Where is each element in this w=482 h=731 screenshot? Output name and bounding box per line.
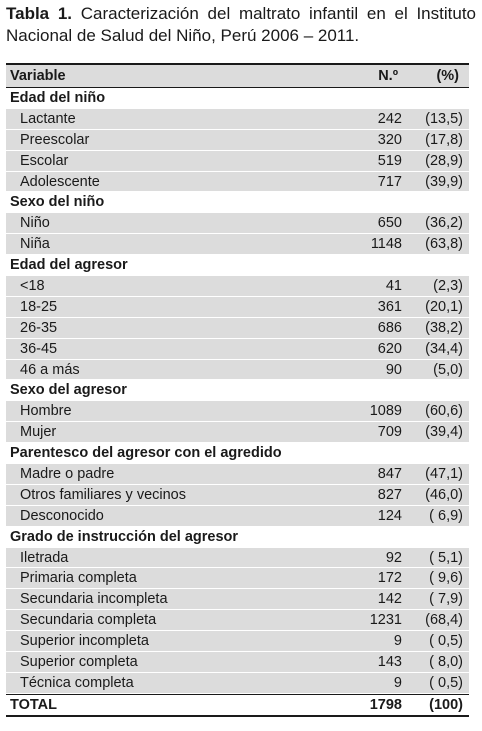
table-row xyxy=(6,652,469,673)
table-caption-text: Caracterización del maltrato infantil en el Instituto Nacional de Salud del Niño, Perú 2006 – 2011. xyxy=(6,4,476,45)
row-pct: (2,3) xyxy=(433,277,463,294)
row-n: 90 xyxy=(385,361,402,378)
row-label: Adolescente xyxy=(20,173,100,190)
column-header-pct: (%) xyxy=(436,68,459,84)
section-title: Sexo del agresor xyxy=(10,382,127,399)
row-pct: ( 0,5) xyxy=(429,633,463,650)
data-table xyxy=(6,63,469,717)
row-label: 26-35 xyxy=(20,319,58,336)
row-n: 92 xyxy=(385,549,402,566)
row-n: 9 xyxy=(393,633,402,650)
section-header-row xyxy=(6,527,469,548)
table-row xyxy=(6,548,469,569)
section-title: Grado de instrucción del agresor xyxy=(10,528,239,545)
row-pct: (46,0) xyxy=(425,486,463,503)
row-label: Preescolar xyxy=(20,131,90,148)
table-row xyxy=(6,151,469,172)
section-title: Parentesco del agresor con el agredido xyxy=(10,445,282,462)
table-caption-label: Tabla 1. xyxy=(6,4,73,23)
row-pct: (20,1) xyxy=(425,298,463,315)
row-n: 827 xyxy=(377,486,402,503)
row-n: 361 xyxy=(377,298,402,315)
row-label: Secundaria completa xyxy=(20,612,157,629)
total-label: TOTAL xyxy=(10,696,57,713)
row-label: Madre o padre xyxy=(20,465,115,482)
row-label: Otros familiares y vecinos xyxy=(20,486,186,503)
table-row xyxy=(6,422,469,443)
row-label: Primaria completa xyxy=(20,570,137,587)
section-header-row xyxy=(6,88,469,109)
row-n: 124 xyxy=(377,507,402,524)
row-pct: (47,1) xyxy=(425,465,463,482)
row-label: 18-25 xyxy=(20,298,58,315)
row-label: Secundaria incompleta xyxy=(20,591,168,608)
row-pct: (5,0) xyxy=(433,361,463,378)
row-label: Lactante xyxy=(20,110,76,127)
table-row xyxy=(6,276,469,297)
row-n: 143 xyxy=(377,653,402,670)
row-n: 41 xyxy=(385,277,402,294)
table-row xyxy=(6,234,469,255)
row-n: 519 xyxy=(377,152,402,169)
row-label: Superior completa xyxy=(20,653,138,670)
row-label: <18 xyxy=(20,277,45,294)
row-pct: ( 8,0) xyxy=(429,653,463,670)
column-header-n: N.º xyxy=(378,68,398,84)
row-pct: (39,4) xyxy=(425,424,463,441)
table-row xyxy=(6,610,469,631)
row-n: 242 xyxy=(377,110,402,127)
section-header-row xyxy=(6,443,469,464)
row-pct: (63,8) xyxy=(425,236,463,253)
total-pct: (100) xyxy=(429,696,463,713)
row-label: Técnica completa xyxy=(20,674,134,691)
table-row xyxy=(6,130,469,151)
row-label: Mujer xyxy=(20,424,57,441)
table-row xyxy=(6,485,469,506)
section-title: Edad del agresor xyxy=(10,257,128,274)
row-n: 717 xyxy=(377,173,402,190)
row-label: Niño xyxy=(20,215,50,232)
row-n: 620 xyxy=(377,340,402,357)
row-n: 9 xyxy=(393,674,402,691)
column-header-variable: Variable xyxy=(10,68,66,84)
row-label: Hombre xyxy=(20,403,72,420)
row-label: 46 a más xyxy=(20,361,80,378)
row-n: 172 xyxy=(377,570,402,587)
row-n: 1148 xyxy=(370,236,402,253)
row-n: 650 xyxy=(377,215,402,232)
row-pct: (38,2) xyxy=(425,319,463,336)
row-pct: (13,5) xyxy=(425,110,463,127)
table-row xyxy=(6,568,469,589)
row-label: Iletrada xyxy=(20,549,69,566)
table-row xyxy=(6,109,469,130)
row-n: 847 xyxy=(377,465,402,482)
table-row xyxy=(6,297,469,318)
row-label: Desconocido xyxy=(20,507,104,524)
table-body xyxy=(6,88,469,694)
row-pct: (34,4) xyxy=(425,340,463,357)
row-pct: (36,2) xyxy=(425,215,463,232)
row-pct: (68,4) xyxy=(425,612,463,629)
section-header-row xyxy=(6,380,469,401)
row-n: 686 xyxy=(377,319,402,336)
table-row xyxy=(6,360,469,381)
table-row xyxy=(6,339,469,360)
table-header-row xyxy=(6,65,469,88)
row-pct: (60,6) xyxy=(425,403,463,420)
section-title: Sexo del niño xyxy=(10,194,105,211)
row-label: Niña xyxy=(20,236,50,253)
table-row xyxy=(6,464,469,485)
row-pct: ( 6,9) xyxy=(429,507,463,524)
section-header-row xyxy=(6,255,469,276)
row-pct: ( 0,5) xyxy=(429,674,463,691)
row-pct: (17,8) xyxy=(425,131,463,148)
row-label: 36-45 xyxy=(20,340,58,357)
total-n: 1798 xyxy=(369,696,402,713)
table-row xyxy=(6,172,469,193)
table-row xyxy=(6,506,469,527)
row-pct: ( 5,1) xyxy=(429,549,463,566)
row-pct: ( 7,9) xyxy=(429,591,463,608)
table-caption xyxy=(6,3,476,47)
table-row xyxy=(6,213,469,234)
table-row xyxy=(6,589,469,610)
row-n: 142 xyxy=(377,591,402,608)
row-label: Escolar xyxy=(20,152,69,169)
row-label: Superior incompleta xyxy=(20,633,149,650)
row-n: 320 xyxy=(377,131,402,148)
section-title: Edad del niño xyxy=(10,89,106,106)
row-pct: ( 9,6) xyxy=(429,570,463,587)
table-row xyxy=(6,673,469,694)
row-pct: (28,9) xyxy=(425,152,463,169)
row-n: 1231 xyxy=(369,612,402,629)
table-row xyxy=(6,401,469,422)
row-pct: (39,9) xyxy=(425,173,463,190)
section-header-row xyxy=(6,192,469,213)
row-n: 1089 xyxy=(369,403,402,420)
table-total-row xyxy=(6,694,469,715)
table-row xyxy=(6,318,469,339)
row-n: 709 xyxy=(377,424,402,441)
table-row xyxy=(6,631,469,652)
